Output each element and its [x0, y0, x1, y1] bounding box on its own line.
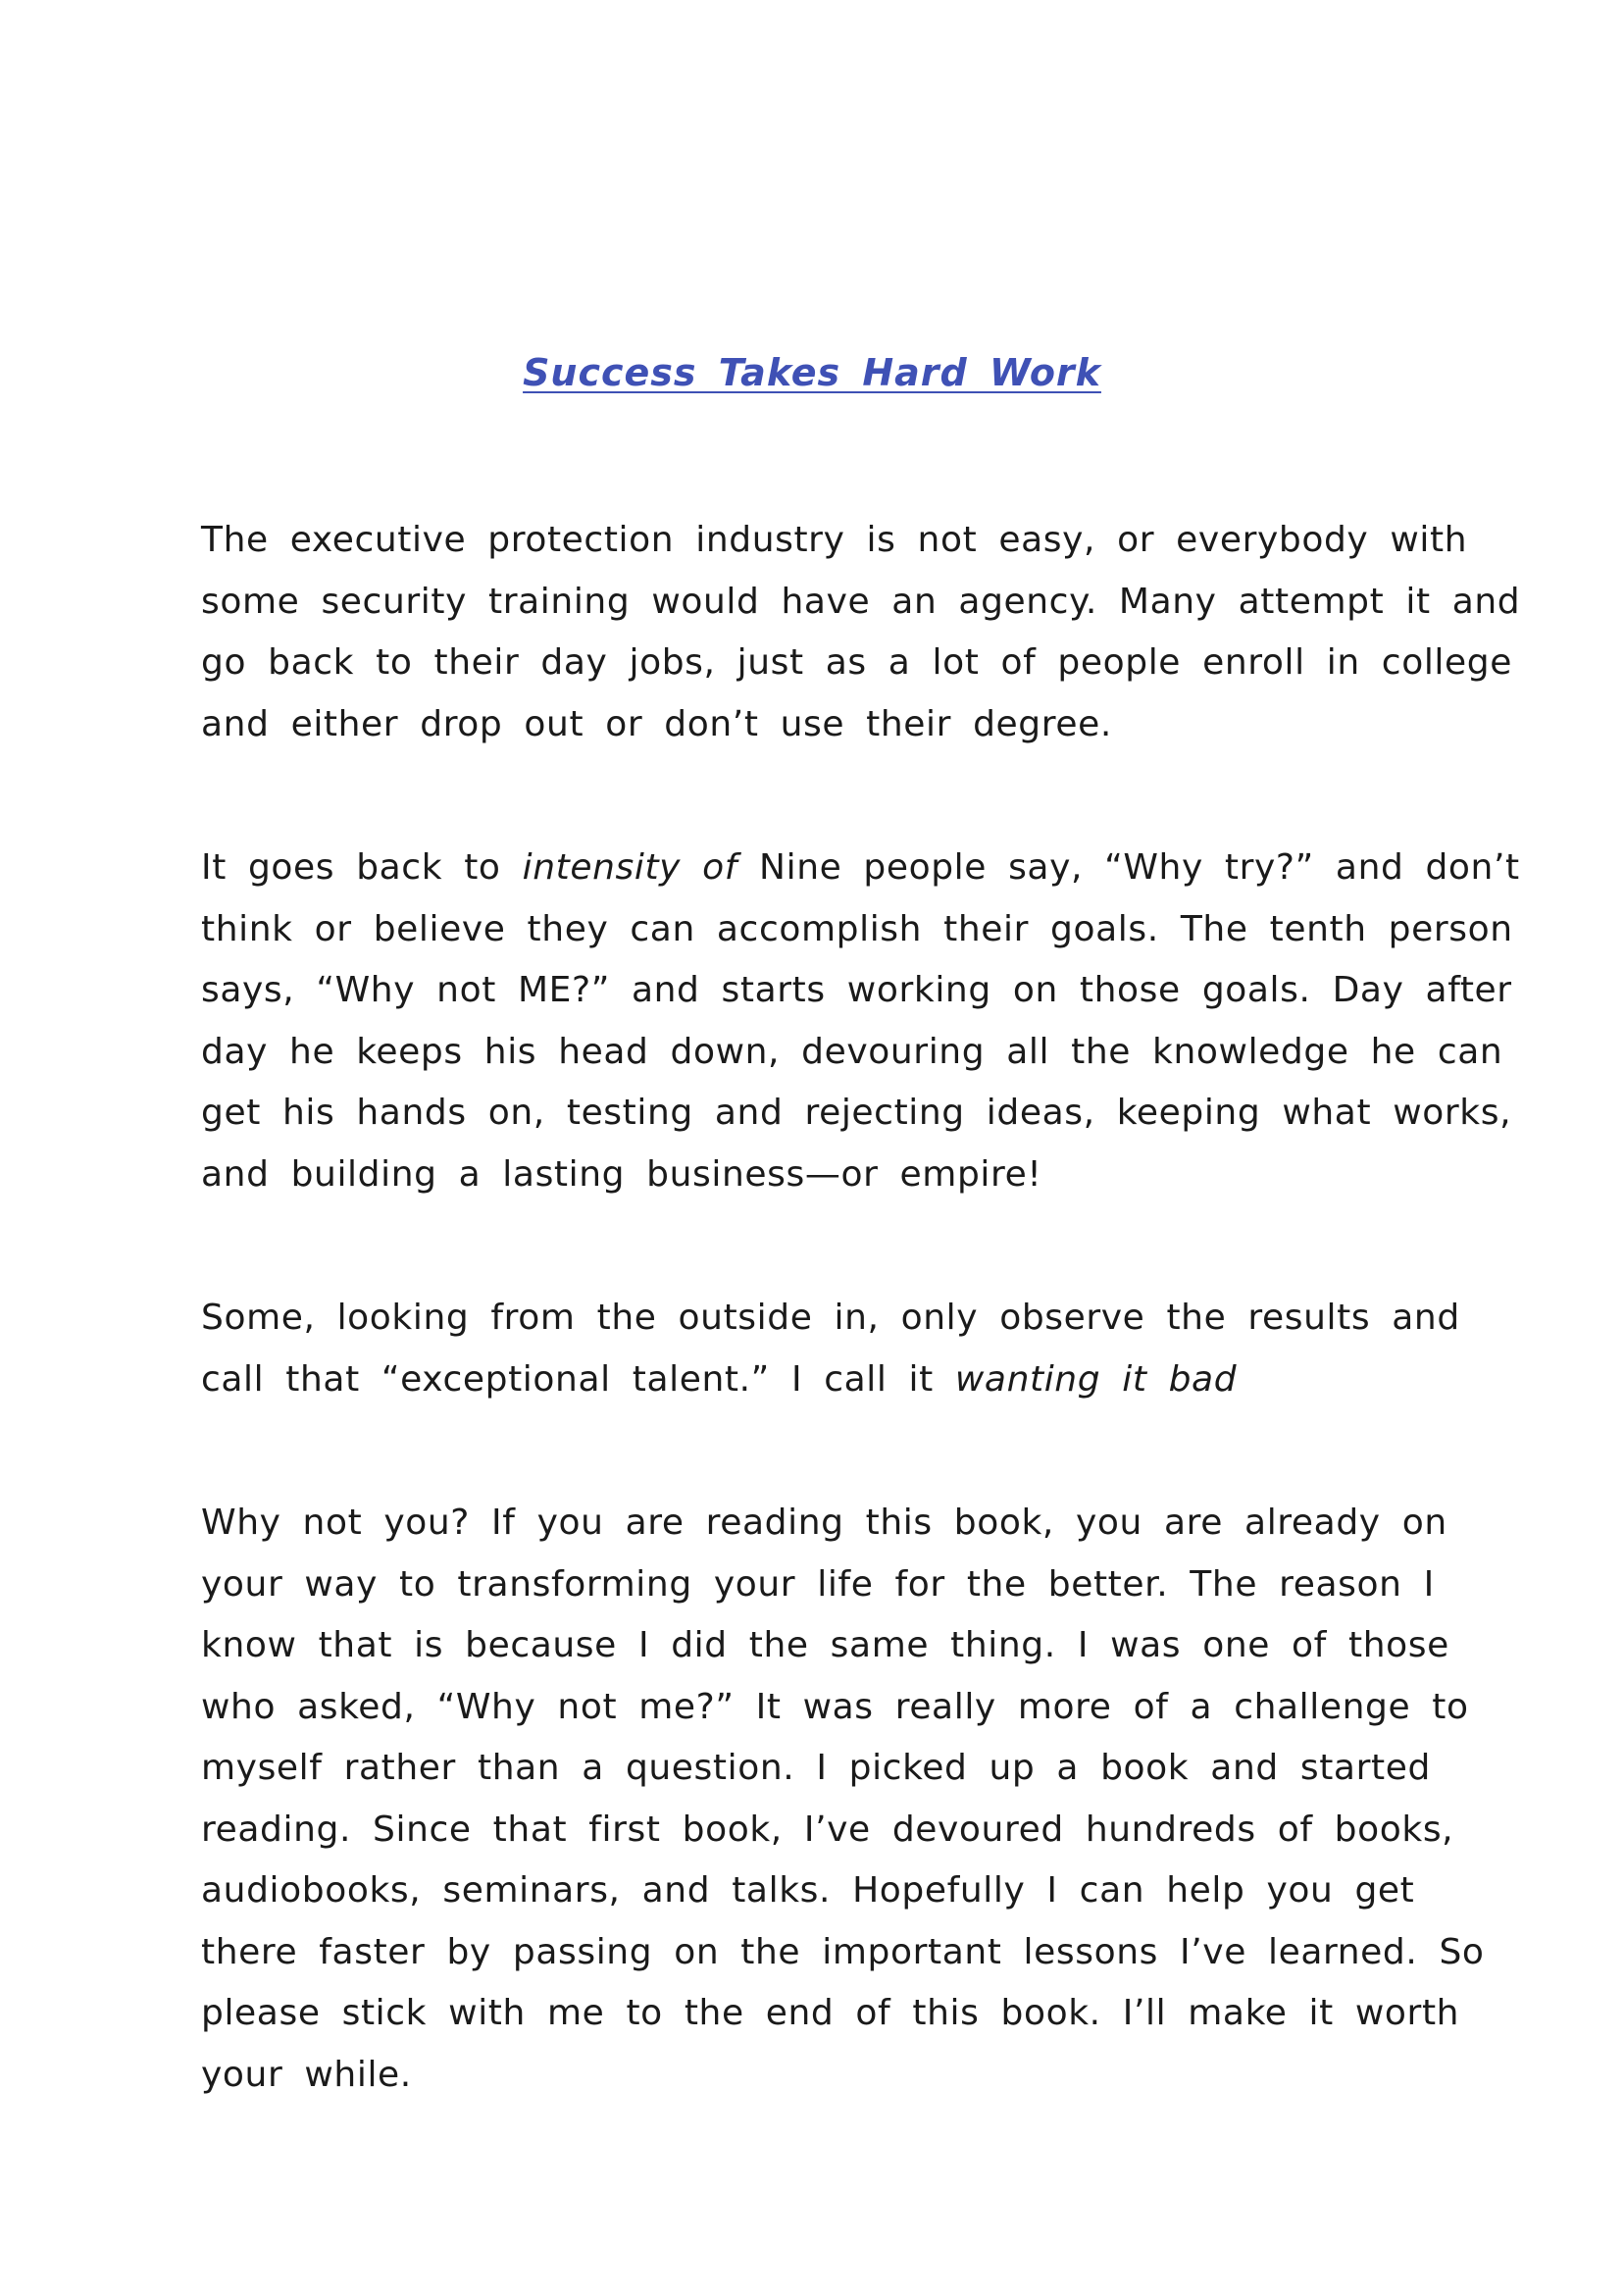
text-line: Some, looking from the outside in, only observe the results and: [201, 1298, 1460, 1338]
text-line: get his hands on, testing and rejecting ideas, keeping what works,: [201, 1093, 1512, 1133]
text-line: and either drop out or don’t use their degree.: [201, 703, 1112, 744]
text-line: who asked, “Why not me?” It was really more of a challenge to: [201, 1686, 1469, 1727]
text-line: The executive protection industry is not easy, or everybody with: [201, 520, 1468, 560]
emphasis-text: intensity of: [522, 847, 738, 888]
text-line: says, “Why not ME?” and starts working on those goals. Day after: [201, 970, 1512, 1010]
text-line: and building a lasting business—or empire!: [201, 1153, 1042, 1195]
text-line: go back to their day jobs, just as a lot of people enroll in college: [201, 642, 1512, 683]
text-line: some security training would have an agency. Many attempt it and: [201, 581, 1521, 622]
paragraph-2: [201, 838, 1520, 1205]
text-line: myself rather than a question. I picked up a book and started: [201, 1748, 1431, 1788]
text-line: day he keeps his head down, devouring all the knowledge he can: [201, 1031, 1503, 1072]
text-line: know that is because I did the same thing. I was one of those: [201, 1625, 1449, 1665]
paragraph-1: [201, 510, 1521, 755]
text-line: your while.: [201, 2054, 412, 2095]
text-line: there faster by passing on the important lessons I’ve learned. So: [201, 1931, 1485, 1972]
emphasis-text: wanting it bad: [954, 1358, 1238, 1400]
page-title: Success Takes Hard Work: [523, 351, 1101, 394]
text-line: Why not you? If you are reading this book, you are already on: [201, 1503, 1447, 1543]
text-line: audiobooks, seminars, and talks. Hopefully I can help you get: [201, 1870, 1415, 1911]
paragraph-3: [201, 1288, 1460, 1410]
body-text: [201, 510, 1521, 2188]
line-tail: Nine people say, “Why try?” and don’t: [737, 847, 1520, 888]
line-lead: call that “exceptional talent.” I call it: [201, 1358, 955, 1400]
text-line: think or believe they can accomplish their goals. The tenth person: [201, 908, 1513, 949]
text-line: your way to transforming your life for the better. The reason I: [201, 1563, 1435, 1605]
text-line: [201, 1350, 1432, 1411]
text-line: please stick with me to the end of this book. I’ll make it worth: [201, 1993, 1460, 2033]
text-line: reading. Since that first book, I’ve devoured hundreds of books,: [201, 1809, 1454, 1850]
line-lead: It goes back to: [201, 847, 523, 888]
text-line: [201, 838, 1520, 899]
paragraph-4: [201, 1493, 1485, 2106]
